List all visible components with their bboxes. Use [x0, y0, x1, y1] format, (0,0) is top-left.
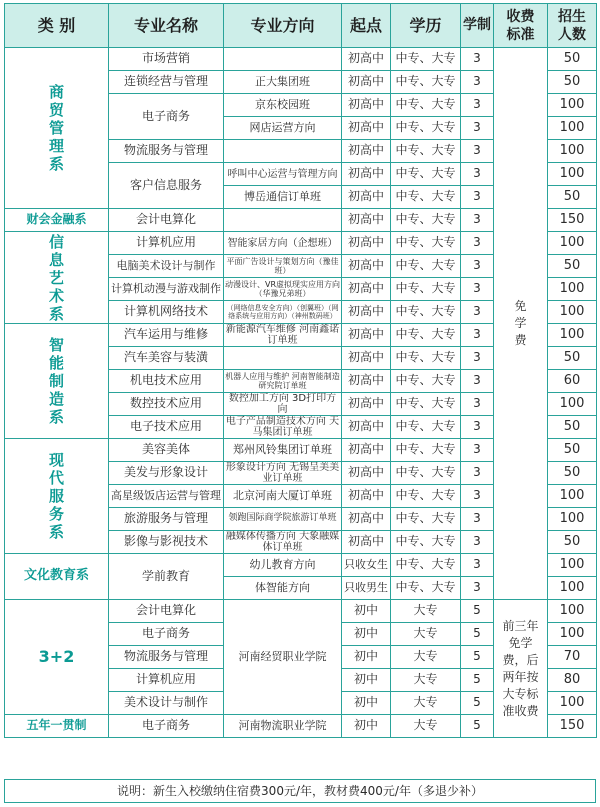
start-cell: 初高中 [342, 531, 391, 554]
col-start: 起点 [342, 4, 391, 48]
major-cell: 计算机网络技术 [109, 301, 224, 324]
quota-cell: 50 [548, 48, 597, 71]
col-major: 专业名称 [109, 4, 224, 48]
direction-cell: （网络信息安全方向）（创翼班）（网络系统与应用方向）（神州数码班） [224, 301, 342, 324]
quota-cell: 100 [548, 554, 597, 577]
education-cell: 中专、大专 [391, 232, 461, 255]
major-cell: 连锁经营与管理 [109, 71, 224, 94]
quota-cell: 60 [548, 370, 597, 393]
major-cell: 计算机动漫与游戏制作 [109, 278, 224, 301]
major-cell: 电子商务 [109, 715, 224, 738]
start-cell: 初高中 [342, 94, 391, 117]
major-cell: 美术设计与制作 [109, 692, 224, 715]
quota-cell: 100 [548, 232, 597, 255]
start-cell: 初高中 [342, 278, 391, 301]
category-caikuai: 财会金融系 [5, 209, 109, 232]
years-cell: 3 [461, 278, 494, 301]
category-xiandai: 现 代 服 务 系 [5, 439, 109, 554]
quota-cell: 100 [548, 393, 597, 416]
education-cell: 中专、大专 [391, 462, 461, 485]
quota-cell: 50 [548, 186, 597, 209]
years-cell: 3 [461, 508, 494, 531]
years-cell: 5 [461, 669, 494, 692]
years-cell: 3 [461, 71, 494, 94]
start-cell: 初高中 [342, 163, 391, 186]
start-cell: 初高中 [342, 140, 391, 163]
direction-cell [224, 140, 342, 163]
education-cell: 大专 [391, 692, 461, 715]
years-cell: 5 [461, 623, 494, 646]
education-cell: 中专、大专 [391, 508, 461, 531]
education-cell: 中专、大专 [391, 370, 461, 393]
quota-cell: 100 [548, 623, 597, 646]
education-cell: 中专、大专 [391, 416, 461, 439]
years-cell: 3 [461, 577, 494, 600]
direction-cell: 体智能方向 [224, 577, 342, 600]
table-row [5, 600, 597, 623]
education-cell: 中专、大专 [391, 278, 461, 301]
direction-cell [224, 48, 342, 71]
start-cell: 初中 [342, 623, 391, 646]
start-cell: 初中 [342, 669, 391, 692]
education-cell: 中专、大专 [391, 140, 461, 163]
quota-cell: 100 [548, 485, 597, 508]
quota-cell: 100 [548, 324, 597, 347]
col-quota: 招生 人数 [548, 4, 597, 48]
category-3plus2: 3+2 [5, 600, 109, 715]
direction-cell: 京东校园班 [224, 94, 342, 117]
education-cell: 中专、大专 [391, 48, 461, 71]
quota-cell: 100 [548, 94, 597, 117]
major-cell: 客户信息服务 [109, 163, 224, 209]
fee-free-cell: 免 学 费 [494, 48, 548, 600]
education-cell: 中专、大专 [391, 255, 461, 278]
category-xinxi: 信 息 艺 术 系 [5, 232, 109, 324]
fee-3plus2-cell: 前三年免学费，后两年按大专标准收费 [494, 600, 548, 738]
major-cell: 汽车运用与维修 [109, 324, 224, 347]
start-cell: 初高中 [342, 416, 391, 439]
direction-cell: 河南经贸职业学院 [224, 600, 342, 715]
years-cell: 5 [461, 715, 494, 738]
years-cell: 3 [461, 209, 494, 232]
direction-cell: 领跑国际商学院旅游订单班 [224, 508, 342, 531]
education-cell: 中专、大专 [391, 485, 461, 508]
start-cell: 初高中 [342, 117, 391, 140]
direction-cell [224, 209, 342, 232]
col-fee: 收费 标准 [494, 4, 548, 48]
start-cell: 初高中 [342, 186, 391, 209]
years-cell: 3 [461, 140, 494, 163]
major-cell: 汽车美容与装潢 [109, 347, 224, 370]
footer-note: 说明：新生入校缴纳住宿费300元/年，教材费400元/年（多退少补） [4, 779, 596, 803]
start-cell: 初高中 [342, 232, 391, 255]
major-cell: 电脑美术设计与制作 [109, 255, 224, 278]
direction-cell: 形象设计方向 无锡呈美美业订单班 [224, 462, 342, 485]
quota-cell: 100 [548, 163, 597, 186]
education-cell: 中专、大专 [391, 71, 461, 94]
years-cell: 3 [461, 232, 494, 255]
major-cell: 影像与影视技术 [109, 531, 224, 554]
education-cell: 中专、大专 [391, 347, 461, 370]
col-education: 学历 [391, 4, 461, 48]
start-cell: 初高中 [342, 301, 391, 324]
quota-cell: 70 [548, 646, 597, 669]
years-cell: 3 [461, 255, 494, 278]
years-cell: 5 [461, 600, 494, 623]
direction-cell: 平面广告设计与策划方向（豫佳班） [224, 255, 342, 278]
direction-cell: 机器人应用与维护 河南智能制造研究院订单班 [224, 370, 342, 393]
education-cell: 大专 [391, 669, 461, 692]
start-cell: 初中 [342, 646, 391, 669]
direction-cell: 河南物流职业学院 [224, 715, 342, 738]
education-cell: 大专 [391, 623, 461, 646]
major-cell: 会计电算化 [109, 600, 224, 623]
education-cell: 中专、大专 [391, 209, 461, 232]
years-cell: 3 [461, 554, 494, 577]
major-cell: 旅游服务与管理 [109, 508, 224, 531]
quota-cell: 100 [548, 508, 597, 531]
direction-cell: 动漫设计、VR虚拟现实应用方向（华豫兄弟班） [224, 278, 342, 301]
major-cell: 市场营销 [109, 48, 224, 71]
direction-cell: 郑州风铃集团订单班 [224, 439, 342, 462]
start-cell: 初中 [342, 600, 391, 623]
years-cell: 3 [461, 370, 494, 393]
col-direction: 专业方向 [224, 4, 342, 48]
start-cell: 初高中 [342, 393, 391, 416]
direction-cell: 电子产品制造技术方向 天马集团订单班 [224, 416, 342, 439]
major-cell: 物流服务与管理 [109, 140, 224, 163]
direction-cell [224, 347, 342, 370]
quota-cell: 150 [548, 715, 597, 738]
years-cell: 3 [461, 485, 494, 508]
years-cell: 3 [461, 347, 494, 370]
education-cell: 中专、大专 [391, 324, 461, 347]
education-cell: 中专、大专 [391, 94, 461, 117]
quota-cell: 80 [548, 669, 597, 692]
quota-cell: 50 [548, 416, 597, 439]
years-cell: 3 [461, 462, 494, 485]
years-cell: 3 [461, 94, 494, 117]
direction-cell: 数控加工方向 3D打印方向 [224, 393, 342, 416]
years-cell: 3 [461, 416, 494, 439]
direction-cell: 智能家居方向（企想班） [224, 232, 342, 255]
quota-cell: 100 [548, 600, 597, 623]
start-cell: 初高中 [342, 508, 391, 531]
years-cell: 3 [461, 439, 494, 462]
start-cell: 初高中 [342, 255, 391, 278]
education-cell: 大专 [391, 646, 461, 669]
education-cell: 大专 [391, 600, 461, 623]
start-cell: 初高中 [342, 485, 391, 508]
quota-cell: 100 [548, 140, 597, 163]
direction-cell: 呼叫中心运营与管理方向 [224, 163, 342, 186]
col-category: 类 别 [5, 4, 109, 48]
quota-cell: 150 [548, 209, 597, 232]
education-cell: 中专、大专 [391, 439, 461, 462]
major-cell: 电子商务 [109, 94, 224, 140]
years-cell: 3 [461, 531, 494, 554]
major-cell: 电子商务 [109, 623, 224, 646]
education-cell: 大专 [391, 715, 461, 738]
education-cell: 中专、大专 [391, 163, 461, 186]
start-cell: 初高中 [342, 324, 391, 347]
years-cell: 3 [461, 324, 494, 347]
years-cell: 5 [461, 646, 494, 669]
education-cell: 中专、大专 [391, 554, 461, 577]
major-cell: 数控技术应用 [109, 393, 224, 416]
quota-cell: 100 [548, 117, 597, 140]
start-cell: 只收男生 [342, 577, 391, 600]
start-cell: 只收女生 [342, 554, 391, 577]
years-cell: 3 [461, 393, 494, 416]
col-years: 学制 [461, 4, 494, 48]
start-cell: 初高中 [342, 439, 391, 462]
major-cell: 学前教育 [109, 554, 224, 600]
education-cell: 中专、大专 [391, 117, 461, 140]
quota-cell: 50 [548, 439, 597, 462]
category-wenhua: 文化教育系 [5, 554, 109, 600]
years-cell: 3 [461, 186, 494, 209]
start-cell: 初高中 [342, 71, 391, 94]
direction-cell: 北京河南大厦订单班 [224, 485, 342, 508]
education-cell: 中专、大专 [391, 531, 461, 554]
start-cell: 初高中 [342, 347, 391, 370]
quota-cell: 50 [548, 347, 597, 370]
education-cell: 中专、大专 [391, 301, 461, 324]
start-cell: 初中 [342, 715, 391, 738]
education-cell: 中专、大专 [391, 393, 461, 416]
start-cell: 初高中 [342, 370, 391, 393]
major-cell: 会计电算化 [109, 209, 224, 232]
major-cell: 物流服务与管理 [109, 646, 224, 669]
years-cell: 3 [461, 48, 494, 71]
major-cell: 美发与形象设计 [109, 462, 224, 485]
major-cell: 美容美体 [109, 439, 224, 462]
major-cell: 机电技术应用 [109, 370, 224, 393]
enrollment-table [4, 3, 597, 738]
quota-cell: 50 [548, 462, 597, 485]
start-cell: 初高中 [342, 209, 391, 232]
category-shangmao: 商 贸 管 理 系 [5, 48, 109, 209]
direction-cell: 新能源汽车维修 河南鑫诺订单班 [224, 324, 342, 347]
quota-cell: 100 [548, 577, 597, 600]
years-cell: 3 [461, 163, 494, 186]
major-cell: 计算机应用 [109, 669, 224, 692]
table-row [5, 48, 597, 71]
direction-cell: 正大集团班 [224, 71, 342, 94]
major-cell: 高星级饭店运营与管理 [109, 485, 224, 508]
quota-cell: 100 [548, 278, 597, 301]
years-cell: 3 [461, 301, 494, 324]
quota-cell: 100 [548, 301, 597, 324]
start-cell: 初高中 [342, 462, 391, 485]
direction-cell: 融媒体传播方向 大象融媒体订单班 [224, 531, 342, 554]
header-row [5, 4, 597, 48]
major-cell: 计算机应用 [109, 232, 224, 255]
education-cell: 中专、大专 [391, 186, 461, 209]
direction-cell: 博岳通信订单班 [224, 186, 342, 209]
direction-cell: 幼儿教育方向 [224, 554, 342, 577]
quota-cell: 50 [548, 71, 597, 94]
quota-cell: 50 [548, 255, 597, 278]
major-cell: 电子技术应用 [109, 416, 224, 439]
quota-cell: 100 [548, 692, 597, 715]
years-cell: 3 [461, 117, 494, 140]
start-cell: 初中 [342, 692, 391, 715]
quota-cell: 50 [548, 531, 597, 554]
category-zhineng: 智 能 制 造 系 [5, 324, 109, 439]
years-cell: 5 [461, 692, 494, 715]
education-cell: 中专、大专 [391, 577, 461, 600]
start-cell: 初高中 [342, 48, 391, 71]
category-wunian: 五年一贯制 [5, 715, 109, 738]
direction-cell: 网店运营方向 [224, 117, 342, 140]
